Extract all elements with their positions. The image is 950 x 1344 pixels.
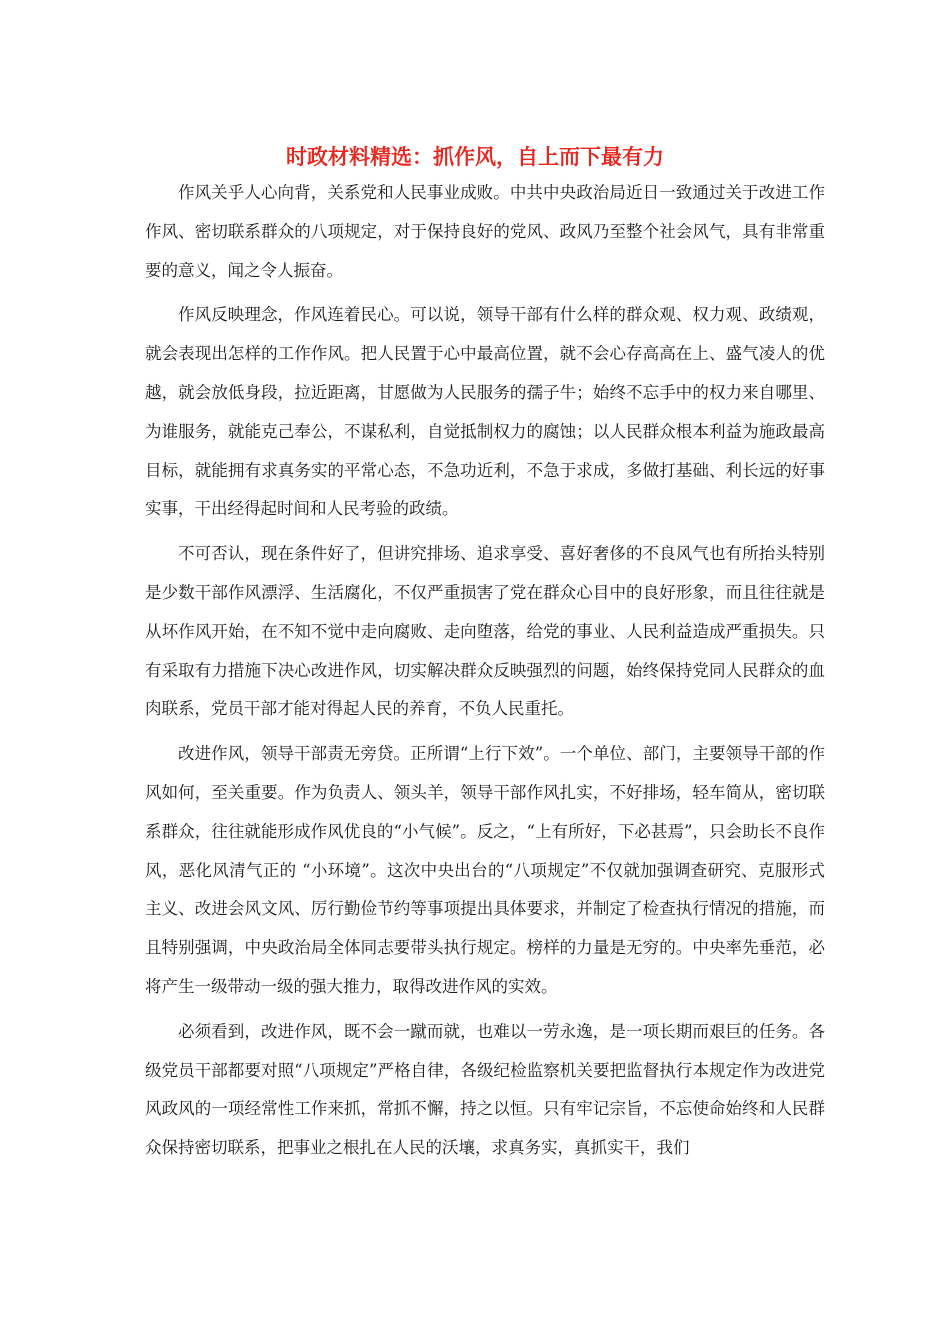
paragraph-1: 作风关乎人心向背，关系党和人民事业成败。中共中央政治局近日一致通过关于改进工作作风、密切联系群众的八项规定，对于保持良好的党风、政风乃至整个社会风气，具有非常重要的意义，闻之令人振奋。 <box>145 183 825 280</box>
paragraph-4: 改进作风，领导干部责无旁贷。正所谓“上行下效”。一个单位、部门，主要领导干部的作风如何，至关重要。作为负责人、领头羊，领导干部作风扎实，不好排场，轻车简从，密切联系群众，往往就能形成作风优良的“小气候”。反之，“上有所好，下必甚焉”，只会助长不良作风，恶化风清气正的 “小环境”。这次中央出台的“八项规定”不仅就加强调查研究、克服形式主义、改进会风文风、厉行勤俭节约等事项提出具体要求，并制定了检查执行情况的措施，而且特别强调，中央政治局全体同志要带头执行规定。榜样的力量是无穷的。中央率先垂范，必将产生一级带动一级的强大推力，取得改进作风的实效。 <box>145 744 825 996</box>
paragraph-5: 必须看到，改进作风，既不会一蹴而就，也难以一劳永逸，是一项长期而艰巨的任务。各级党员干部都要对照“八项规定”严格自律，各级纪检监察机关要把监督执行本规定作为改进党风政风的一项经常性工作来抓，常抓不懈，持之以恒。只有牢记宗旨，不忘使命始终和人民群众保持密切联系，把事业之根扎在人民的沃壤，求真务实，真抓实干，我们 <box>145 1021 825 1158</box>
paragraph-3: 不可否认，现在条件好了，但讲究排场、追求享受、喜好奢侈的不良风气也有所抬头特别是少数干部作风漂浮、生活腐化，不仅严重损害了党在群众心目中的良好形象，而且往往就是从坏作风开始，在不知不觉中走向腐败、走向堕落，给党的事业、人民利益造成严重损失。只有采取有力措施下决心改进作风，切实解决群众反映强烈的问题，始终保持党同人民群众的血肉联系，党员干部才能对得起人民的养育，不负人民重托。 <box>145 544 825 719</box>
document-title: 时政材料精选：抓作风，自上而下最有力 <box>286 145 664 169</box>
document-body <box>145 174 825 1174</box>
paragraph-2: 作风反映理念，作风连着民心。可以说，领导干部有什么样的群众观、权力观、政绩观，就会表现出怎样的工作作风。把人民置于心中最高位置，就不会心存高高在上、盛气凌人的优越，就会放低身段，拉近距离，甘愿做为人民服务的孺子牛；始终不忘手中的权力来自哪里、为谁服务，就能克己奉公，不谋私利，自觉抵制权力的腐蚀；以人民群众根本利益为施政最高目标，就能拥有求真务实的平常心态，不急功近利，不急于求成，多做打基础、利长远的好事实事，干出经得起时间和人民考验的政绩。 <box>145 305 825 519</box>
